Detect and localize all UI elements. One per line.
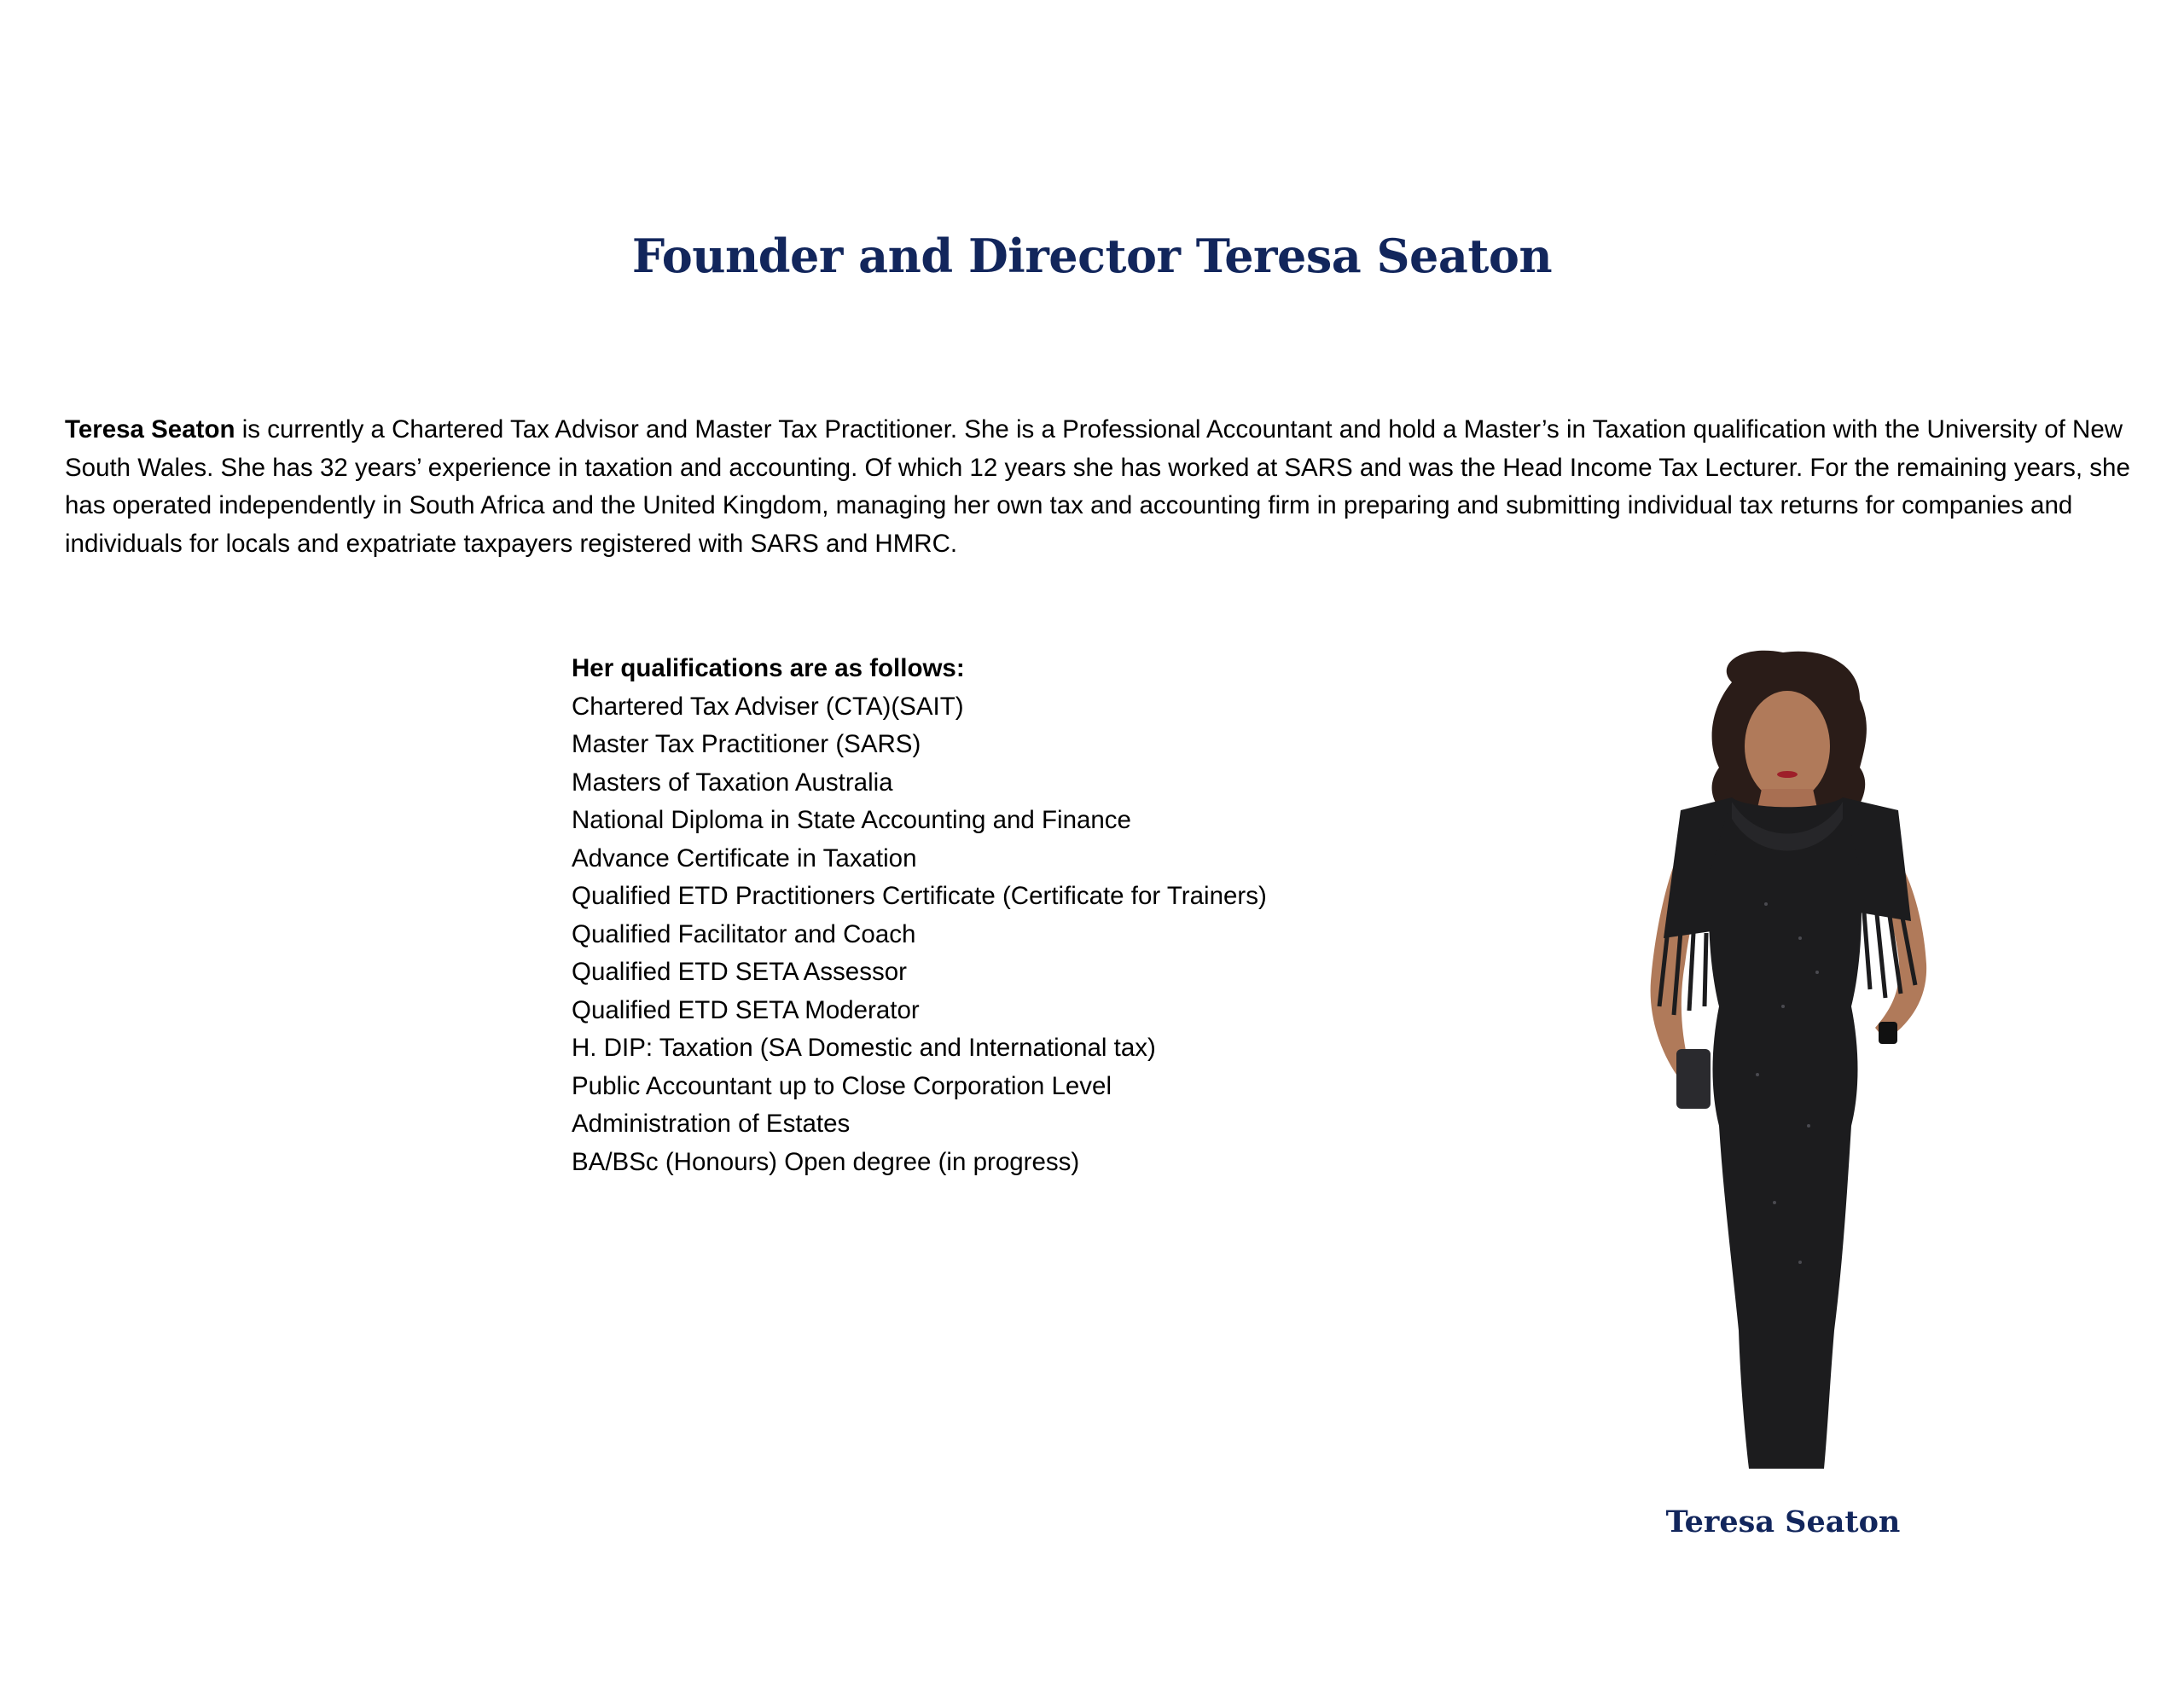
qualification-item: Qualified Facilitator and Coach (572, 919, 916, 948)
bio-text: is currently a Chartered Tax Advisor and Master Tax Practitioner. She is a Professional Accountant and hold a Master’s in Taxation qualification with the University of New South Wales. She has 32 years’ experience in taxation and accounting. Of which 12 years she has worked at SARS and was the Head Income Tax Lecturer. For the remaining years, she has operated independently in South Africa and the United Kingdom, managing her own tax and accounting firm in preparing and submitting individual tax returns for companies and individuals for locals and expatriate taxpayers registered with SARS and HMRC. (65, 415, 2130, 558)
qualification-item: Administration of Estates (572, 1110, 851, 1138)
qualifications-list (572, 688, 1339, 1182)
portrait-figure (1604, 648, 1979, 1475)
qualifications-heading: Her qualifications are as follows: (572, 654, 965, 682)
portrait-photo (1604, 648, 1979, 1475)
qualification-item: Chartered Tax Adviser (CTA)(SAIT) (572, 692, 964, 721)
qualification-item: BA/BSc (Honours) Open degree (in progress) (572, 1147, 1080, 1176)
qualification-item: Qualified ETD SETA Assessor (572, 958, 907, 986)
qualifications-section (572, 650, 1339, 1181)
qualification-item: Master Tax Practitioner (SARS) (572, 730, 921, 758)
portrait-caption: Teresa Seaton (1665, 1504, 1901, 1539)
qualification-item: Advance Certificate in Taxation (572, 844, 917, 872)
qualification-item: Public Accountant up to Close Corporation Level (572, 1071, 1112, 1100)
bio-paragraph (65, 411, 2138, 563)
page-title: Founder and Director Teresa Seaton (631, 229, 1553, 283)
bio-name: Teresa Seaton (65, 415, 235, 443)
qualification-item: Qualified ETD SETA Moderator (572, 995, 920, 1024)
qualification-item: National Diploma in State Accounting and Finance (572, 806, 1131, 834)
qualification-item: H. DIP: Taxation (SA Domestic and International tax) (572, 1034, 1156, 1062)
qualification-item: Qualified ETD Practitioners Certificate (Certificate for Trainers) (572, 882, 1267, 910)
qualification-item: Masters of Taxation Australia (572, 768, 893, 797)
